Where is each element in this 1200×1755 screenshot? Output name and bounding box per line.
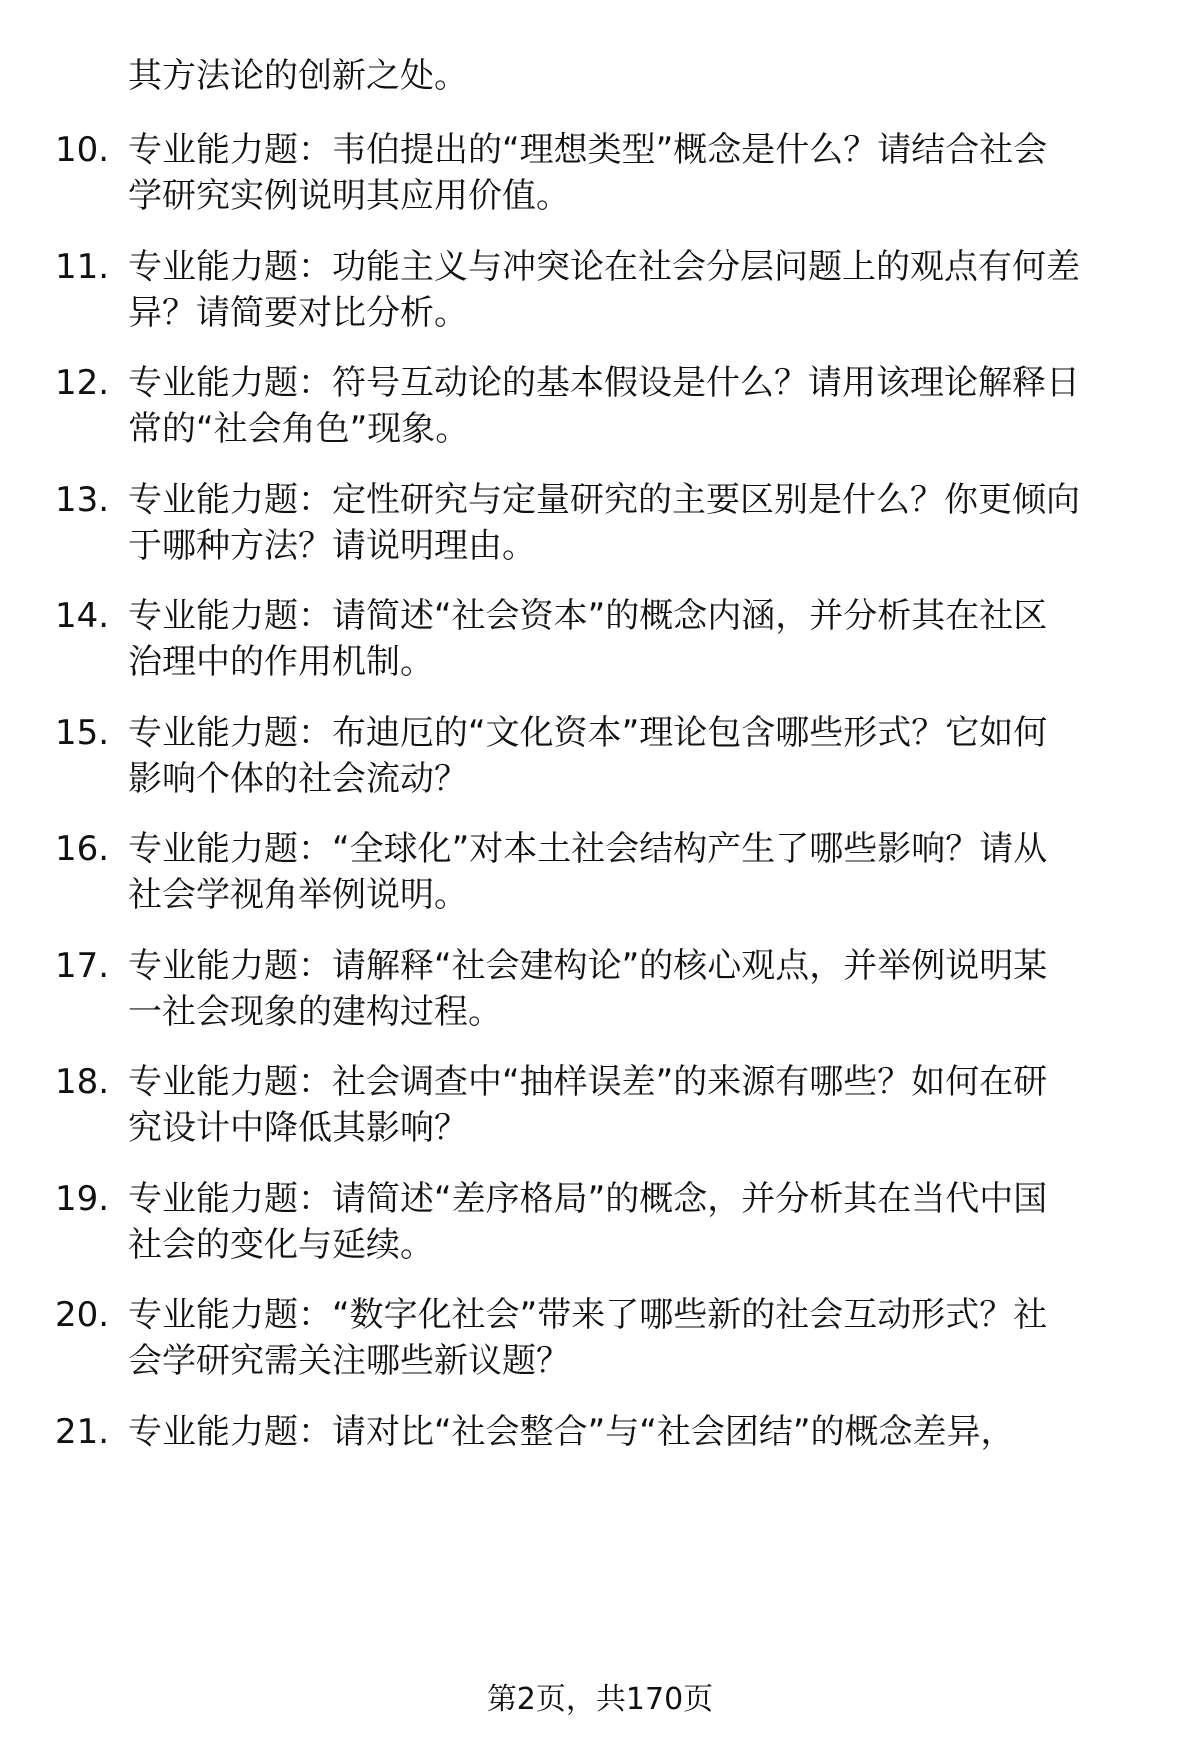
question-number: 10. [55, 130, 110, 170]
question-text-line: 会学研究需关注哪些新议题？ [128, 1341, 570, 1381]
question-text-line: 专业能力题：请简述“社会资本”的概念内涵，并分析其在社区 [128, 596, 1048, 636]
question-text-line: 专业能力题：“数字化社会”带来了哪些新的社会互动形式？社 [128, 1295, 1048, 1335]
question-number: 11. [55, 246, 110, 287]
question-text-line: 专业能力题：符号互动论的基本假设是什么？请用该理论解释日 [128, 363, 1080, 403]
question-text-line: 影响个体的社会流动？ [128, 758, 468, 799]
question-text-line: 专业能力题：韦伯提出的“理想类型”概念是什么？请结合社会 [128, 130, 1048, 170]
question-text-line: 于哪种方法？请说明理由。 [128, 525, 536, 566]
question-text-line: 一社会现象的建构过程。 [128, 991, 502, 1032]
question-number: 15. [55, 712, 110, 753]
question-text-line: 常的“社会角色”现象。 [128, 409, 470, 449]
question-text-line: 究设计中降低其影响？ [128, 1108, 468, 1148]
question-number: 19. [55, 1178, 110, 1219]
question-text-line: 异？请简要对比分析。 [128, 292, 468, 333]
question-text-line: 社会的变化与延续。 [128, 1224, 434, 1265]
question-number: 16. [55, 829, 110, 869]
question-number: 14. [55, 596, 110, 636]
intro-continuation: 其方法论的创新之处。 [128, 56, 468, 96]
question-text-line: 专业能力题：请解释“社会建构论”的核心观点，并举例说明某 [128, 945, 1048, 986]
question-text-line: 专业能力题：定性研究与定量研究的主要区别是什么？你更倾向 [128, 479, 1080, 520]
question-number: 17. [55, 945, 110, 986]
question-number: 13. [55, 479, 110, 520]
question-number: 20. [55, 1295, 110, 1335]
question-text-line: 专业能力题：布迪厄的“文化资本”理论包含哪些形式？它如何 [128, 712, 1048, 753]
question-number: 21. [55, 1411, 110, 1452]
question-text-line: 治理中的作用机制。 [128, 642, 434, 682]
question-number: 12. [55, 363, 110, 403]
question-text-line: 学研究实例说明其应用价值。 [128, 176, 570, 216]
question-text-line: 专业能力题：请对比“社会整合”与“社会团结”的概念差异， [128, 1411, 1015, 1452]
question-number: 18. [55, 1062, 110, 1102]
question-text-line: 专业能力题：功能主义与冲突论在社会分层问题上的观点有何差 [128, 246, 1080, 287]
question-text-line: 专业能力题：“全球化”对本土社会结构产生了哪些影响？请从 [128, 829, 1048, 869]
page-footer: 第2页，共170页 [486, 1682, 714, 1717]
question-text-line: 社会学视角举例说明。 [128, 875, 468, 915]
question-text-line: 专业能力题：请简述“差序格局”的概念，并分析其在当代中国 [128, 1178, 1048, 1219]
question-text-line: 专业能力题：社会调查中“抽样误差”的来源有哪些？如何在研 [128, 1062, 1048, 1102]
